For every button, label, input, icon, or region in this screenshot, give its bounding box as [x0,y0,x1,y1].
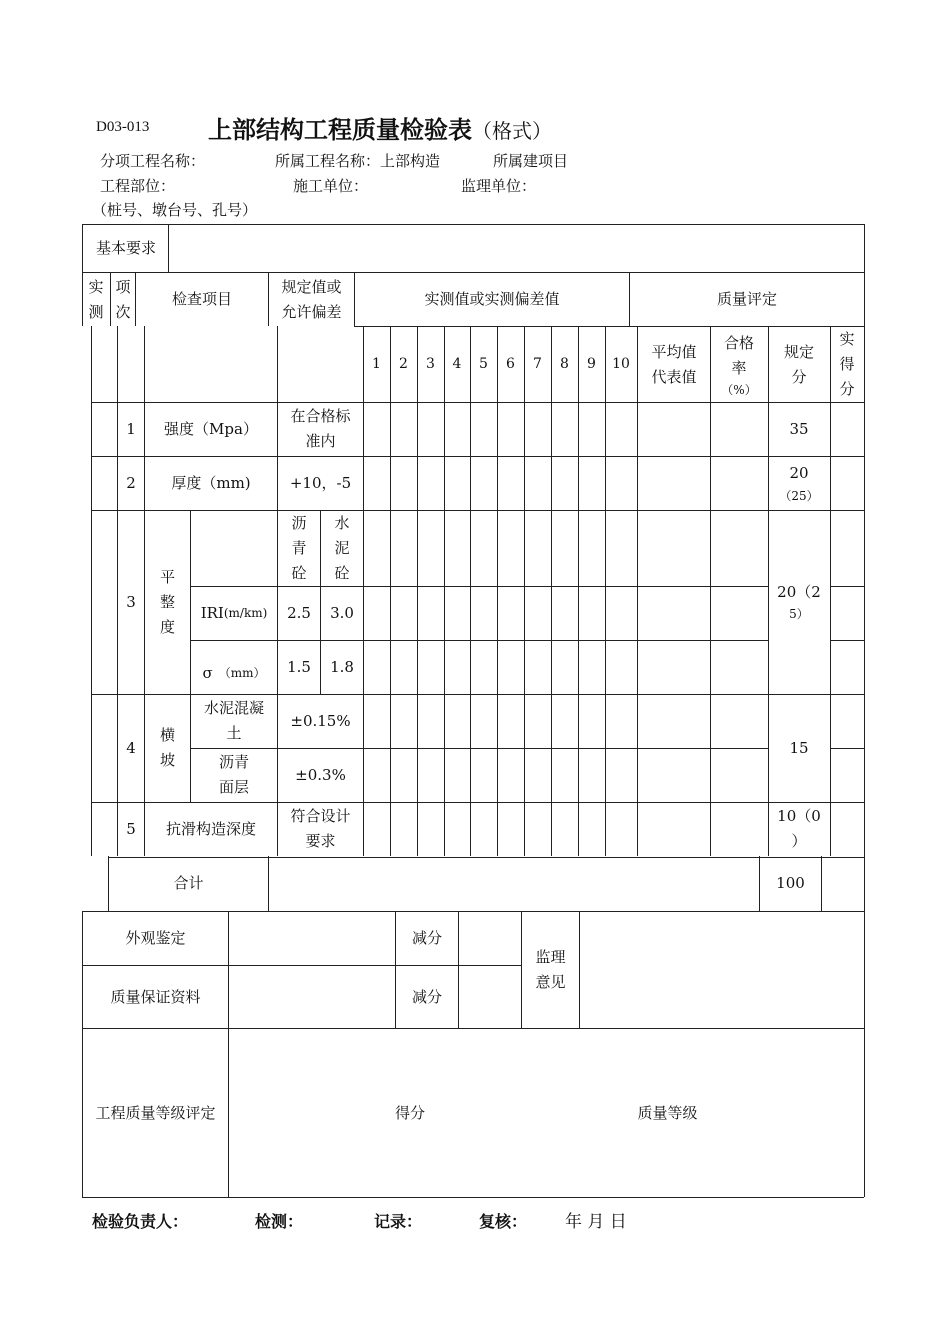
table-rule [578,326,579,856]
row5-spec: 符合设计 要求 [290,807,351,850]
row3-score: 20（2 5） [777,582,821,621]
measure-col-9: 9 [587,356,596,372]
measure-col-4: 4 [452,356,462,372]
total-label: 合计 [173,874,204,892]
quality-assessment-header: 质量评定 [716,290,777,308]
row2-no: 2 [126,473,136,492]
table-rule [579,911,580,1028]
tester-label: 检测： [255,1212,304,1231]
row1-spec: 在合格标 准内 [290,407,351,450]
table-rule [551,326,552,856]
row2-spec: +10，-5 [289,473,352,492]
pile-number-label: （桩号、墩台号、孔号） [92,201,258,219]
table-rule [830,748,864,749]
location-label: 工程部位： [100,177,176,195]
actual-score-header: 实 得 分 [839,330,855,398]
row4-no: 4 [126,738,136,757]
table-rule [470,326,471,856]
row3-iri-asphalt: 2.5 [287,603,311,622]
reviewer-label: 复核： [479,1212,528,1231]
supervisor-opinion-label: 监理 意见 [535,947,566,991]
row4-spec2: ±0.3% [295,765,346,784]
check-item-header: 检查项目 [171,290,232,308]
average-header: 平均值 代表值 [651,342,697,386]
form-title [208,110,552,145]
table-rule [830,586,864,587]
table-rule [268,856,269,911]
measure-col-10: 10 [612,356,630,372]
recorder-label: 记录： [374,1212,423,1231]
table-rule [864,856,865,911]
deduct-label-2: 减分 [411,987,442,1006]
row3-iri-label: IRI (m/km) [200,603,268,622]
measured-header: 实 测 [88,277,104,321]
table-rule [710,326,711,856]
date-label: 年 月 日 [565,1212,627,1232]
table-rule [363,326,364,856]
table-rule [605,326,606,856]
table-rule [417,326,418,856]
item-no-header: 项 次 [115,277,131,321]
row3-item: 平 整 度 [159,567,175,636]
form-code: D03-013 [96,119,150,135]
row3-cement-header: 水 泥 砼 [334,513,350,582]
inspector-label: 检验负责人： [92,1212,189,1231]
table-rule [168,224,169,272]
title-suffix: （格式） [472,119,552,143]
row3-asphalt-header: 沥 青 砼 [291,513,307,582]
contractor-label: 施工单位： [293,177,369,195]
quality-grade-label: 质量等级 [637,1103,698,1122]
row4-spec1: ±0.15% [290,711,351,730]
table-rule [830,326,831,856]
table-rule [444,326,445,856]
row3-sigma-cement: 1.8 [330,657,354,676]
row4-score: 15 [789,738,809,757]
row3-iri-cement: 3.0 [330,603,354,622]
table-rule [228,911,229,1197]
supervisor-unit-label: 监理单位： [461,177,537,195]
subproject-name-label: 分项工程名称： [100,152,206,170]
total-score: 100 [776,874,805,892]
title-main: 上部结构工程质量检验表 [208,115,472,144]
row4-sub1: 水泥混凝 土 [203,699,264,742]
grade-evaluation-label: 工程质量等级评定 [95,1103,216,1122]
table-rule [637,326,638,856]
spec-header: 规定值或 允许偏差 [281,277,342,321]
row1-item: 强度（Mpa） [164,419,258,438]
measure-col-6: 6 [506,356,515,372]
measure-col-3: 3 [426,356,435,372]
construction-project-label: 所属建项目 [493,152,569,170]
table-rule [864,326,865,856]
basic-requirement-label: 基本要求 [95,239,156,257]
row5-score: 10（0 ） [777,807,821,850]
row4-sub2: 沥青 面层 [218,753,249,796]
table-rule [82,224,864,225]
row1-score: 35 [789,419,809,438]
measure-col-5: 5 [479,356,488,372]
table-rule [458,911,459,1028]
row2-item: 厚度（mm) [171,473,251,492]
table-rule [830,640,864,641]
table-rule [524,326,525,856]
row3-no: 3 [126,592,136,611]
measure-col-2: 2 [399,356,408,372]
row5-no: 5 [126,819,136,838]
row1-no: 1 [126,419,136,438]
measured-values-header: 实测值或实测偏差值 [424,290,560,308]
pass-rate-header: 合格 率 （%） [721,333,757,397]
row3-sigma-label: σ （mm） [202,664,266,682]
project-name-label: 所属工程名称：上部构造 [275,152,441,170]
table-rule [390,326,391,856]
row5-item: 抗滑构造深度 [165,819,256,838]
score-label: 得分 [394,1103,425,1122]
row2-score: 20 （25） [779,463,819,503]
measure-col-1: 1 [372,356,381,372]
table-rule [91,510,864,511]
measure-col-7: 7 [533,356,542,372]
table-rule [82,1197,864,1198]
spec-score-header: 规定 分 [783,342,814,386]
appearance-label: 外观鉴定 [125,928,186,947]
deduct-label-1: 减分 [411,928,442,947]
table-rule [864,911,865,1197]
measure-col-8: 8 [560,356,569,372]
row3-sigma-asphalt: 1.5 [287,657,311,676]
row4-item: 横 坡 [159,726,175,769]
table-rule [497,326,498,856]
qa-docs-label: 质量保证资料 [110,987,201,1006]
table-rule [91,326,92,856]
table-rule [821,856,822,911]
